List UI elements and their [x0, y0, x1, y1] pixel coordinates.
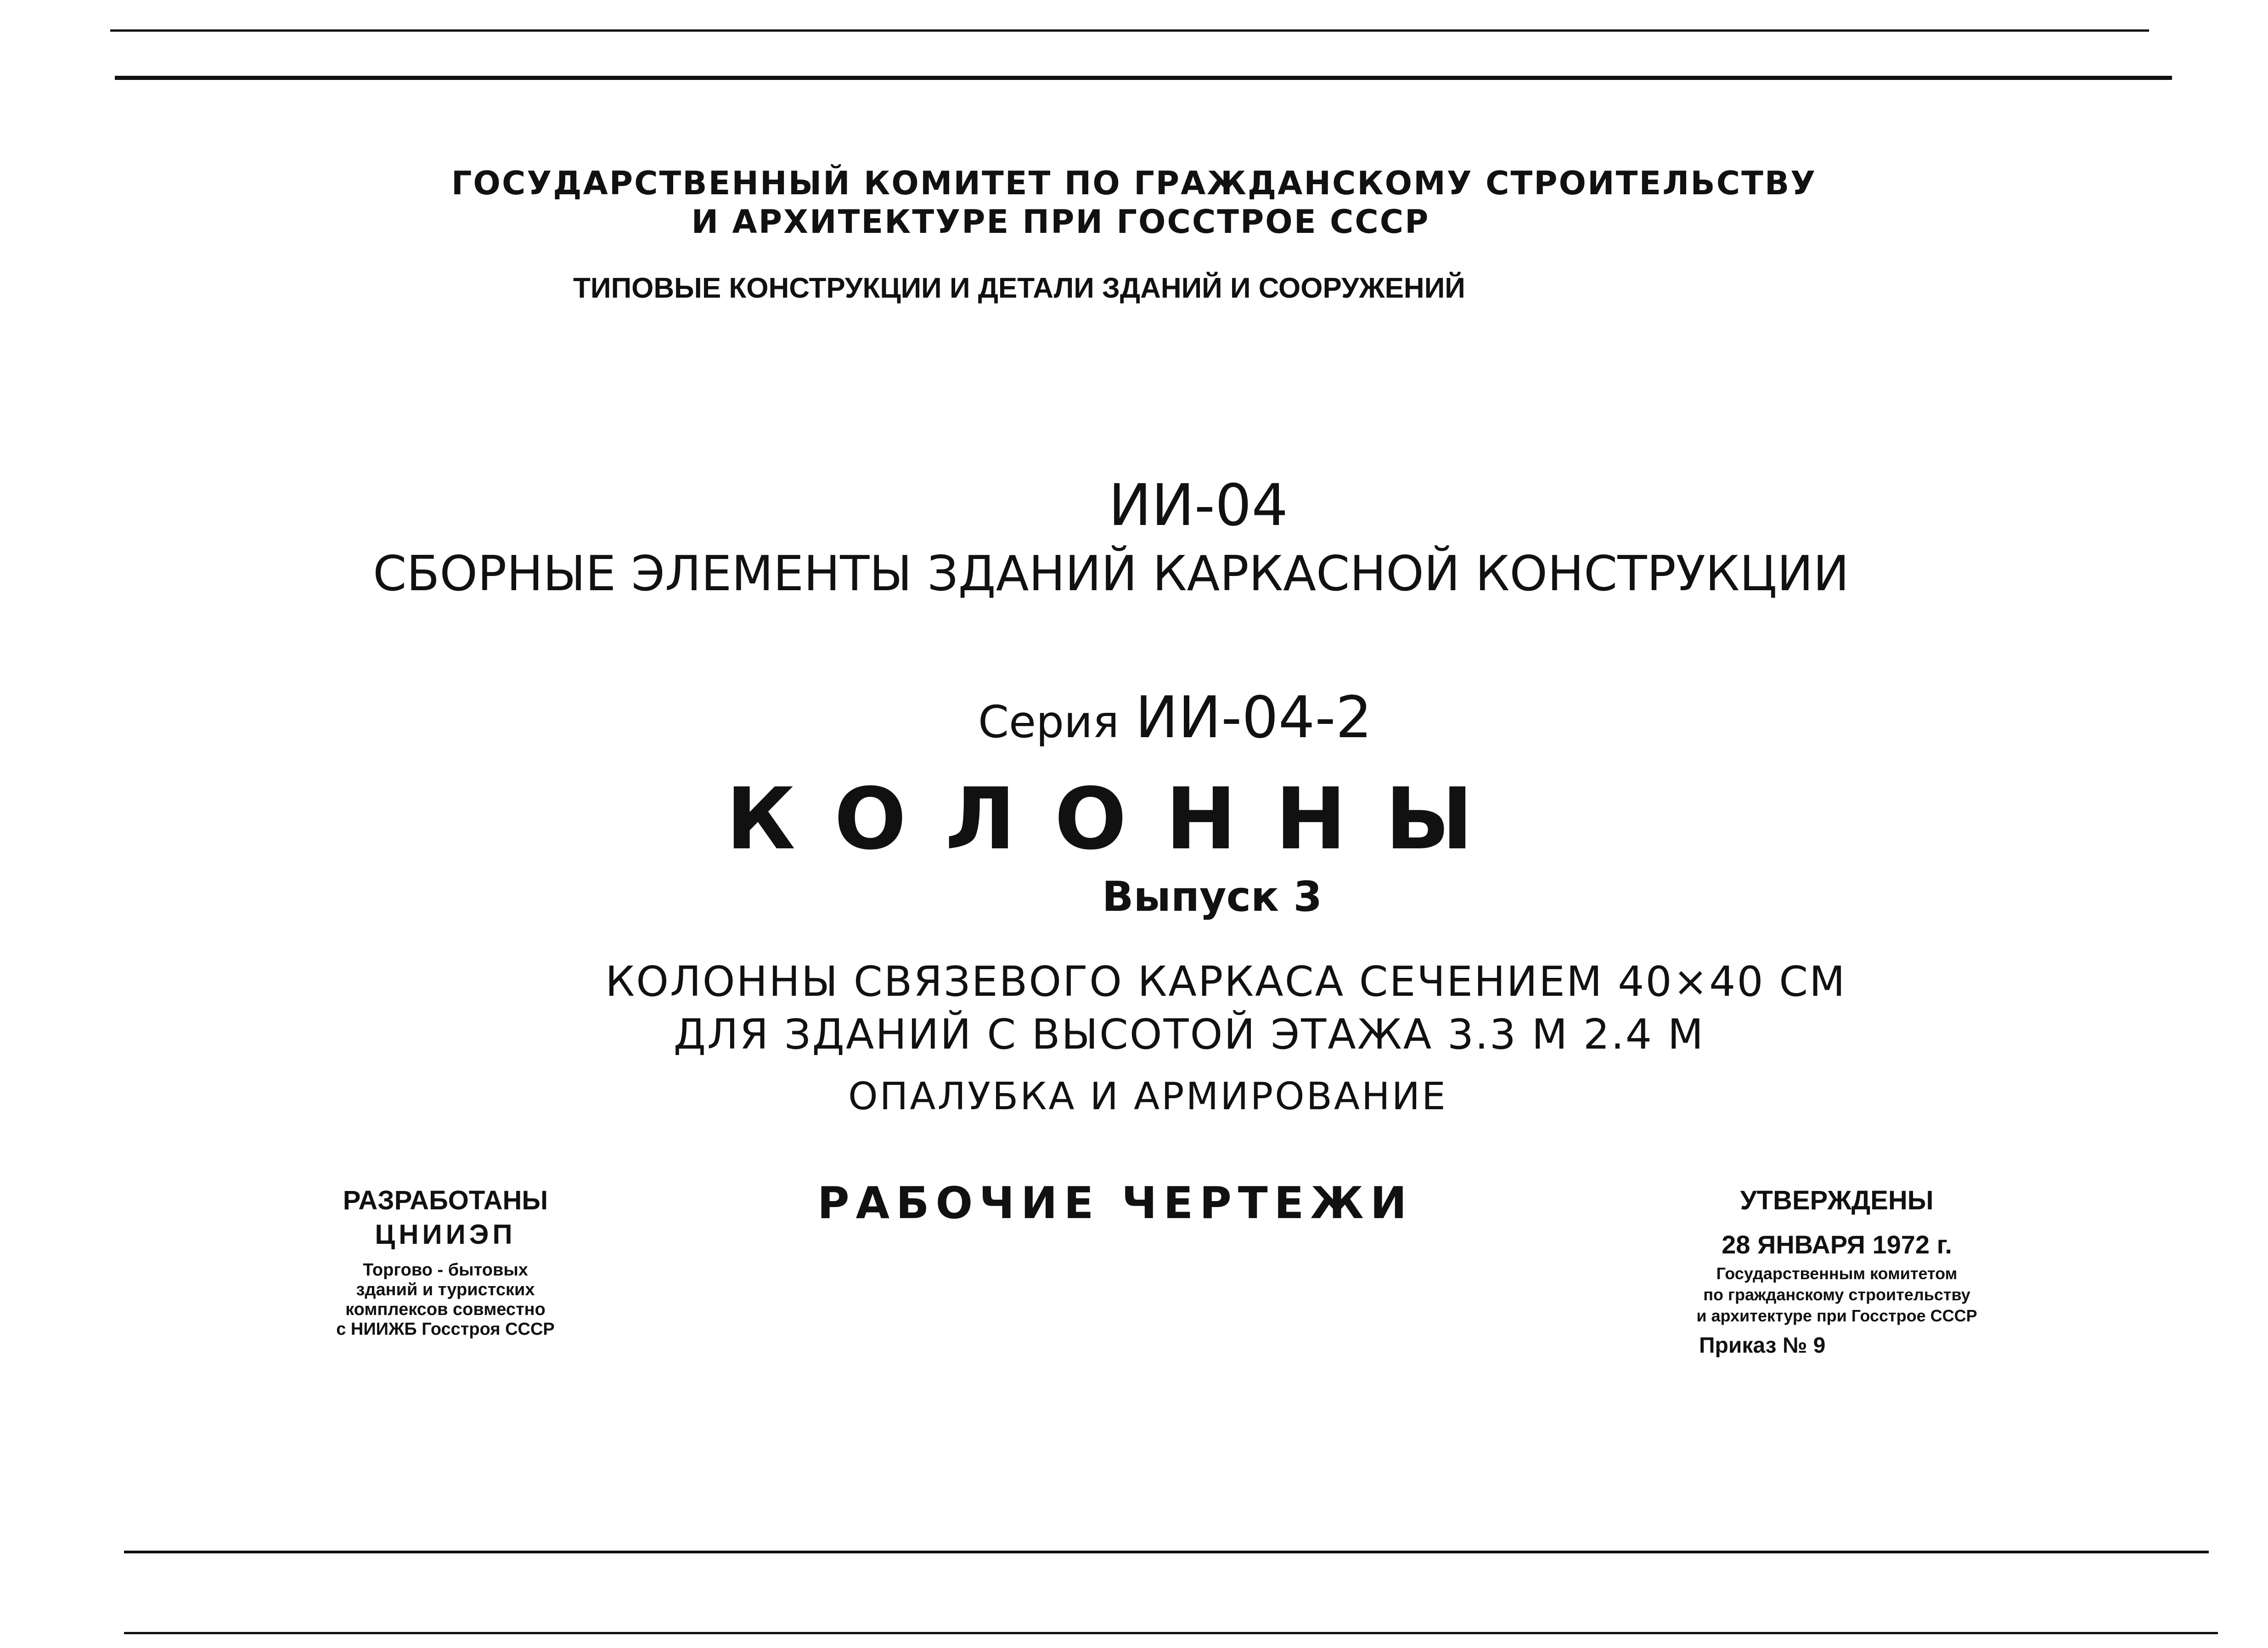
- developed-line-1: Торгово - бытовых: [363, 1260, 528, 1280]
- series-group-name: СБОРНЫЕ ЭЛЕМЕНТЫ ЗДАНИЙ КАРКАСНОЙ КОНСТРУКЦИИ: [373, 546, 1849, 602]
- developed-line-3: комплексов совместно: [345, 1300, 546, 1319]
- org-line-1: ГОСУДАРСТВЕННЫЙ КОМИТЕТ ПО ГРАЖДАНСКОМУ СТРОИТЕЛЬСТВУ: [451, 164, 1817, 202]
- series-group-code: ИИ-04: [1108, 472, 1289, 539]
- developed-org: ЦНИИЭП: [375, 1219, 516, 1250]
- developed-heading: РАЗРАБОТАНЫ: [343, 1185, 548, 1215]
- working-drawings: РАБОЧИЕ ЧЕРТЕЖИ: [817, 1178, 1413, 1229]
- issue-number: Выпуск 3: [1102, 873, 1323, 921]
- bottom-rule-upper: [124, 1551, 2209, 1553]
- approved-line-1: Государственным комитетом: [1716, 1264, 1958, 1283]
- top-rule-thick: [115, 76, 2172, 80]
- bottom-rule-lower: [124, 1632, 2218, 1634]
- org-line-2: И АРХИТЕКТУРЕ ПРИ ГОССТРОЕ СССР: [691, 203, 1430, 241]
- description-line-2: ДЛЯ ЗДАНИЙ С ВЫСОТОЙ ЭТАЖА 3.3 М 2.4 М: [673, 1010, 1705, 1059]
- series-line: [978, 684, 1372, 751]
- document-title: К О Л О Н Н Ы: [726, 769, 1478, 869]
- approved-line-3: и архитектуре при Госстрое СССР: [1696, 1306, 1977, 1325]
- developed-block: [303, 1185, 588, 1339]
- collection-title: ТИПОВЫЕ КОНСТРУКЦИИ И ДЕТАЛИ ЗДАНИЙ И СООРУЖЕНИЙ: [573, 272, 1465, 304]
- top-rule-thin: [110, 29, 2149, 32]
- developed-line-2: зданий и туристских: [356, 1280, 535, 1299]
- series-code: ИИ-04-2: [1135, 684, 1373, 751]
- series-word: Серия: [978, 696, 1120, 748]
- description-line-3: ОПАЛУБКА И АРМИРОВАНИЕ: [848, 1075, 1447, 1118]
- approved-order: Приказ № 9: [1699, 1333, 1826, 1358]
- approved-heading: УТВЕРЖДЕНЫ: [1740, 1185, 1934, 1215]
- approved-block: [1635, 1185, 2039, 1358]
- description-line-1: КОЛОННЫ СВЯЗЕВОГО КАРКАСА СЕЧЕНИЕМ 40×40 СМ: [605, 958, 1846, 1006]
- approved-line-2: по гражданскому строительству: [1703, 1285, 1970, 1304]
- approved-date: 28 ЯНВАРЯ 1972 г.: [1722, 1230, 1952, 1259]
- developed-line-4: с НИИЖБ Госстроя СССР: [336, 1320, 555, 1339]
